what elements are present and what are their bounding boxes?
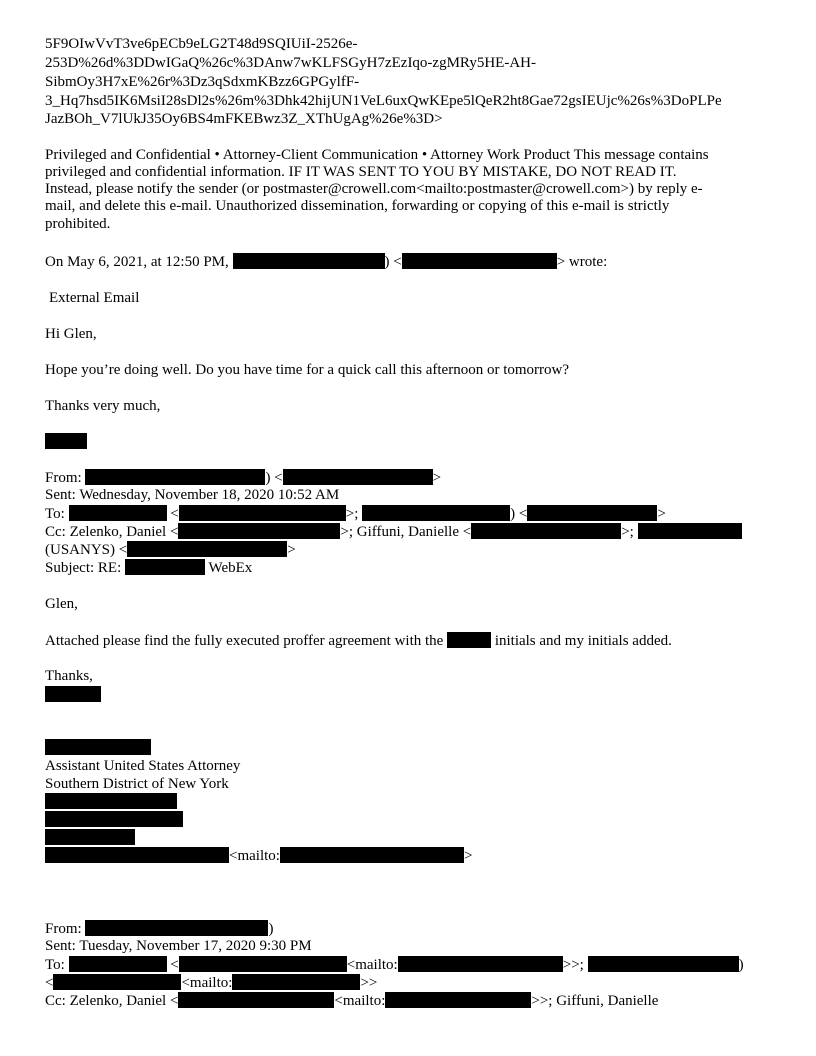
redaction xyxy=(398,956,563,972)
reply-closing: Thanks very much, xyxy=(45,398,161,414)
redaction xyxy=(638,523,742,539)
to-sep: >>; xyxy=(562,957,584,973)
cc-sep: >; xyxy=(621,524,634,540)
wrote-prefix: On May 6, 2021, at 12:50 PM, xyxy=(45,254,229,270)
to-paren: ) xyxy=(738,957,744,973)
redaction xyxy=(527,505,657,521)
url-line-2: 253D%26d%3DDwIGaQ%26c%3DAnw7wKLFSGyH7zEzIqo-zgMRy5HE-AH- xyxy=(45,55,536,71)
from-label: From: xyxy=(45,470,82,486)
to-label: To: xyxy=(45,957,65,973)
wrote-line xyxy=(45,253,607,271)
redaction xyxy=(178,523,340,539)
cc-label: Cc: Zelenko, Daniel < xyxy=(45,524,179,540)
mailto-gt: > xyxy=(463,848,473,864)
redaction xyxy=(85,469,265,485)
to2-lt: < xyxy=(45,975,54,991)
redacted-signature xyxy=(45,433,87,449)
email2-cc xyxy=(45,992,658,1010)
redaction xyxy=(45,847,229,863)
url-line-4: 3_Hq7hsd5IK6MsiI28sDl2s%26m%3Dhk42hijUN1VeL6uxQwKEpe5lQeR2ht8Gae72gsIEUjc%26s%3DoPLPe xyxy=(45,93,722,109)
cc-mailto: <mailto: xyxy=(334,993,386,1009)
redaction xyxy=(53,974,181,990)
to-mailto: <mailto: xyxy=(346,957,398,973)
email2-to xyxy=(45,956,744,974)
redacted-phone xyxy=(45,829,135,845)
reply-body: Hope you’re doing well. Do you have time for a quick call this afternoon or tomorrow? xyxy=(45,362,570,378)
body-end: initials and my initials added. xyxy=(494,633,672,649)
cc-line2: (USANYS) < xyxy=(45,542,128,558)
disclaimer-line-2: privileged and confidential information. IF IT WAS SENT TO YOU BY MISTAKE, DO NOT READ IT. xyxy=(45,164,677,180)
redaction xyxy=(447,632,491,648)
redaction xyxy=(179,505,346,521)
from-end: > xyxy=(432,470,442,486)
disclaimer-line-5: prohibited. xyxy=(45,216,111,232)
cc-gt: > xyxy=(287,542,296,558)
to-sep: >; xyxy=(345,506,359,522)
email1-sent: Sent: Wednesday, November 18, 2020 10:52 AM xyxy=(45,487,340,503)
signature-email xyxy=(45,847,472,865)
signature-office: Southern District of New York xyxy=(45,776,229,792)
email1-cc xyxy=(45,523,742,541)
cc-mid: >; Giffuni, Danielle < xyxy=(340,524,472,540)
redaction xyxy=(385,992,531,1008)
email2-to-line2 xyxy=(45,974,377,992)
redacted-address xyxy=(45,811,183,827)
email2-from xyxy=(45,920,273,938)
to-paren: ) < xyxy=(510,506,528,522)
to-label: To: xyxy=(45,506,65,522)
redaction xyxy=(69,505,167,521)
redacted-address xyxy=(45,793,177,809)
external-email-label: External Email xyxy=(49,290,140,306)
subject-label: Subject: RE: xyxy=(45,560,122,576)
from-end: ) xyxy=(268,921,274,937)
reply-greeting: Hi Glen, xyxy=(45,326,97,342)
to-lt: < xyxy=(170,957,179,973)
redaction xyxy=(125,559,205,575)
redaction xyxy=(127,541,287,557)
to2-mailto: <mailto: xyxy=(181,975,233,991)
wrote-mid: ) < xyxy=(384,254,402,270)
redaction xyxy=(402,253,557,269)
redaction xyxy=(362,505,510,521)
email1-subject xyxy=(45,559,252,577)
redaction xyxy=(588,956,739,972)
cc-label: Cc: Zelenko, Daniel < xyxy=(45,993,179,1009)
from-label: From: xyxy=(45,921,82,937)
wrote-suffix: > wrote: xyxy=(556,254,608,270)
to-gt: > xyxy=(657,506,666,522)
redaction xyxy=(232,974,360,990)
redacted-signature xyxy=(45,686,101,702)
to2-close: >> xyxy=(360,975,378,991)
body-start: Attached please find the fully executed proffer agreement with the xyxy=(45,633,444,649)
redaction xyxy=(471,523,621,539)
url-line-1: 5F9OIwVvT3ve6pECb9eLG2T48d9SQIUiI-2526e- xyxy=(45,36,358,52)
url-line-5: JazBOh_V7lUkJ35Oy6BS4mFKEBwz3Z_XThUgAg%26e%3D> xyxy=(45,111,443,127)
mailto: <mailto: xyxy=(229,848,280,864)
disclaimer-line-4: mail, and delete this e-mail. Unauthorized dissemination, forwarding or copying of this e-mail is strictly xyxy=(45,198,670,214)
disclaimer-line-3: Instead, please notify the sender (or postmaster@crowell.com<mailto:postmaster@crowell.com>) by reply e- xyxy=(45,181,703,197)
from-mid: ) < xyxy=(265,470,283,486)
subject-end: WebEx xyxy=(208,560,253,576)
redaction xyxy=(85,920,268,936)
redacted-name xyxy=(45,739,151,755)
redaction xyxy=(283,469,433,485)
redaction xyxy=(178,992,334,1008)
email1-from xyxy=(45,469,441,487)
redaction xyxy=(179,956,347,972)
email1-greeting: Glen, xyxy=(45,596,78,612)
email1-body xyxy=(45,632,672,650)
cc-end: >>; Giffuni, Danielle xyxy=(531,993,659,1009)
disclaimer-line-1: Privileged and Confidential • Attorney-Client Communication • Attorney Work Product This message contains xyxy=(45,147,709,163)
to-lt: < xyxy=(170,506,179,522)
email1-cc-line2 xyxy=(45,541,296,559)
redaction xyxy=(69,956,167,972)
signature-title: Assistant United States Attorney xyxy=(45,758,241,774)
email1-to xyxy=(45,505,666,523)
url-line-3: SibmOy3H7xE%26r%3Dz3qSdxmKBzz6GPGylfF- xyxy=(45,74,360,90)
email1-closing: Thanks, xyxy=(45,668,93,684)
redaction xyxy=(233,253,385,269)
redaction xyxy=(280,847,464,863)
email2-sent: Sent: Tuesday, November 17, 2020 9:30 PM xyxy=(45,938,312,954)
